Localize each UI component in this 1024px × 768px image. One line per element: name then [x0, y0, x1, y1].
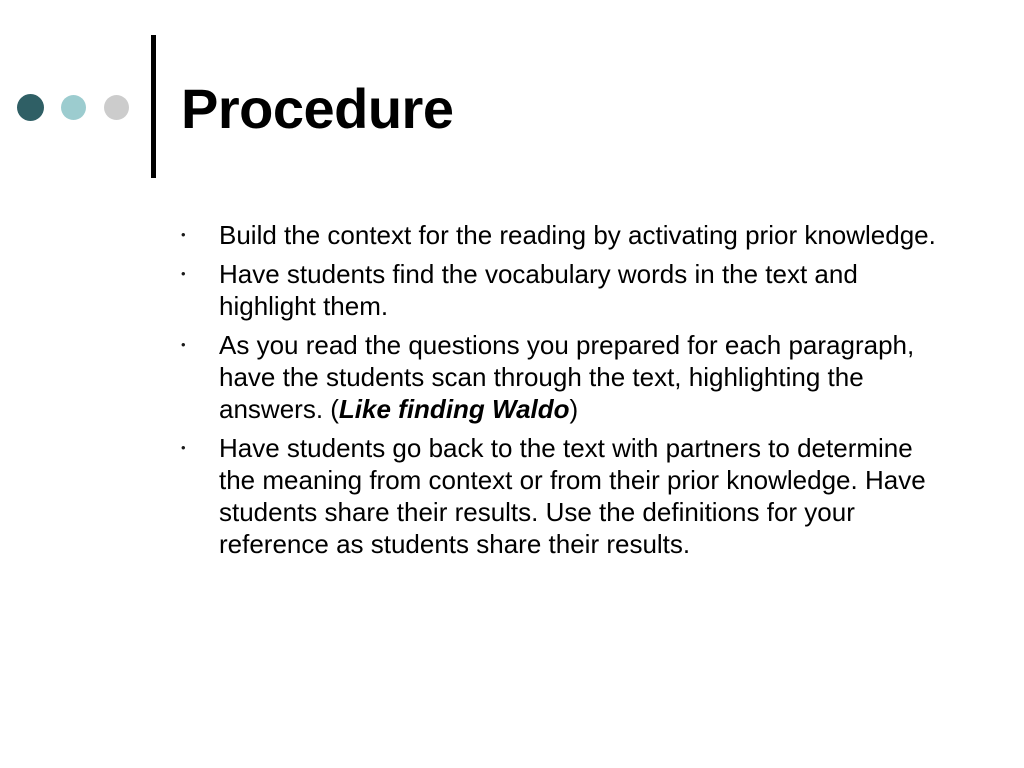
decorative-dot-gray	[104, 95, 129, 120]
bullet-icon: •	[181, 440, 186, 455]
bullet-list	[181, 219, 951, 567]
bullet-item	[181, 329, 951, 425]
slide-title: Procedure	[181, 77, 454, 140]
bullet-text-tail: )	[569, 394, 579, 424]
bullet-text: Build the context for the reading by activating prior knowledge.	[219, 220, 936, 250]
bullet-item	[181, 258, 951, 322]
bullet-text: Have students find the vocabulary words in the text and highlight them.	[219, 259, 858, 321]
bullet-item	[181, 219, 951, 251]
bullet-icon: •	[181, 266, 186, 281]
bullet-icon: •	[181, 227, 186, 242]
decorative-dot-dark	[17, 94, 44, 121]
bullet-item	[181, 432, 951, 560]
decorative-dot-light	[61, 95, 86, 120]
title-divider-line	[151, 35, 156, 178]
bullet-icon: •	[181, 337, 186, 352]
bullet-emphasis: Like finding Waldo	[338, 394, 570, 424]
bullet-text: As you read the questions you prepared for each paragraph, have the students scan through the text, highlighting the answers. (	[219, 330, 915, 424]
bullet-text: Have students go back to the text with partners to determine the meaning from context or from their prior knowledge. Have students share their results. Use the definitions for your reference as students share their results.	[219, 433, 926, 559]
